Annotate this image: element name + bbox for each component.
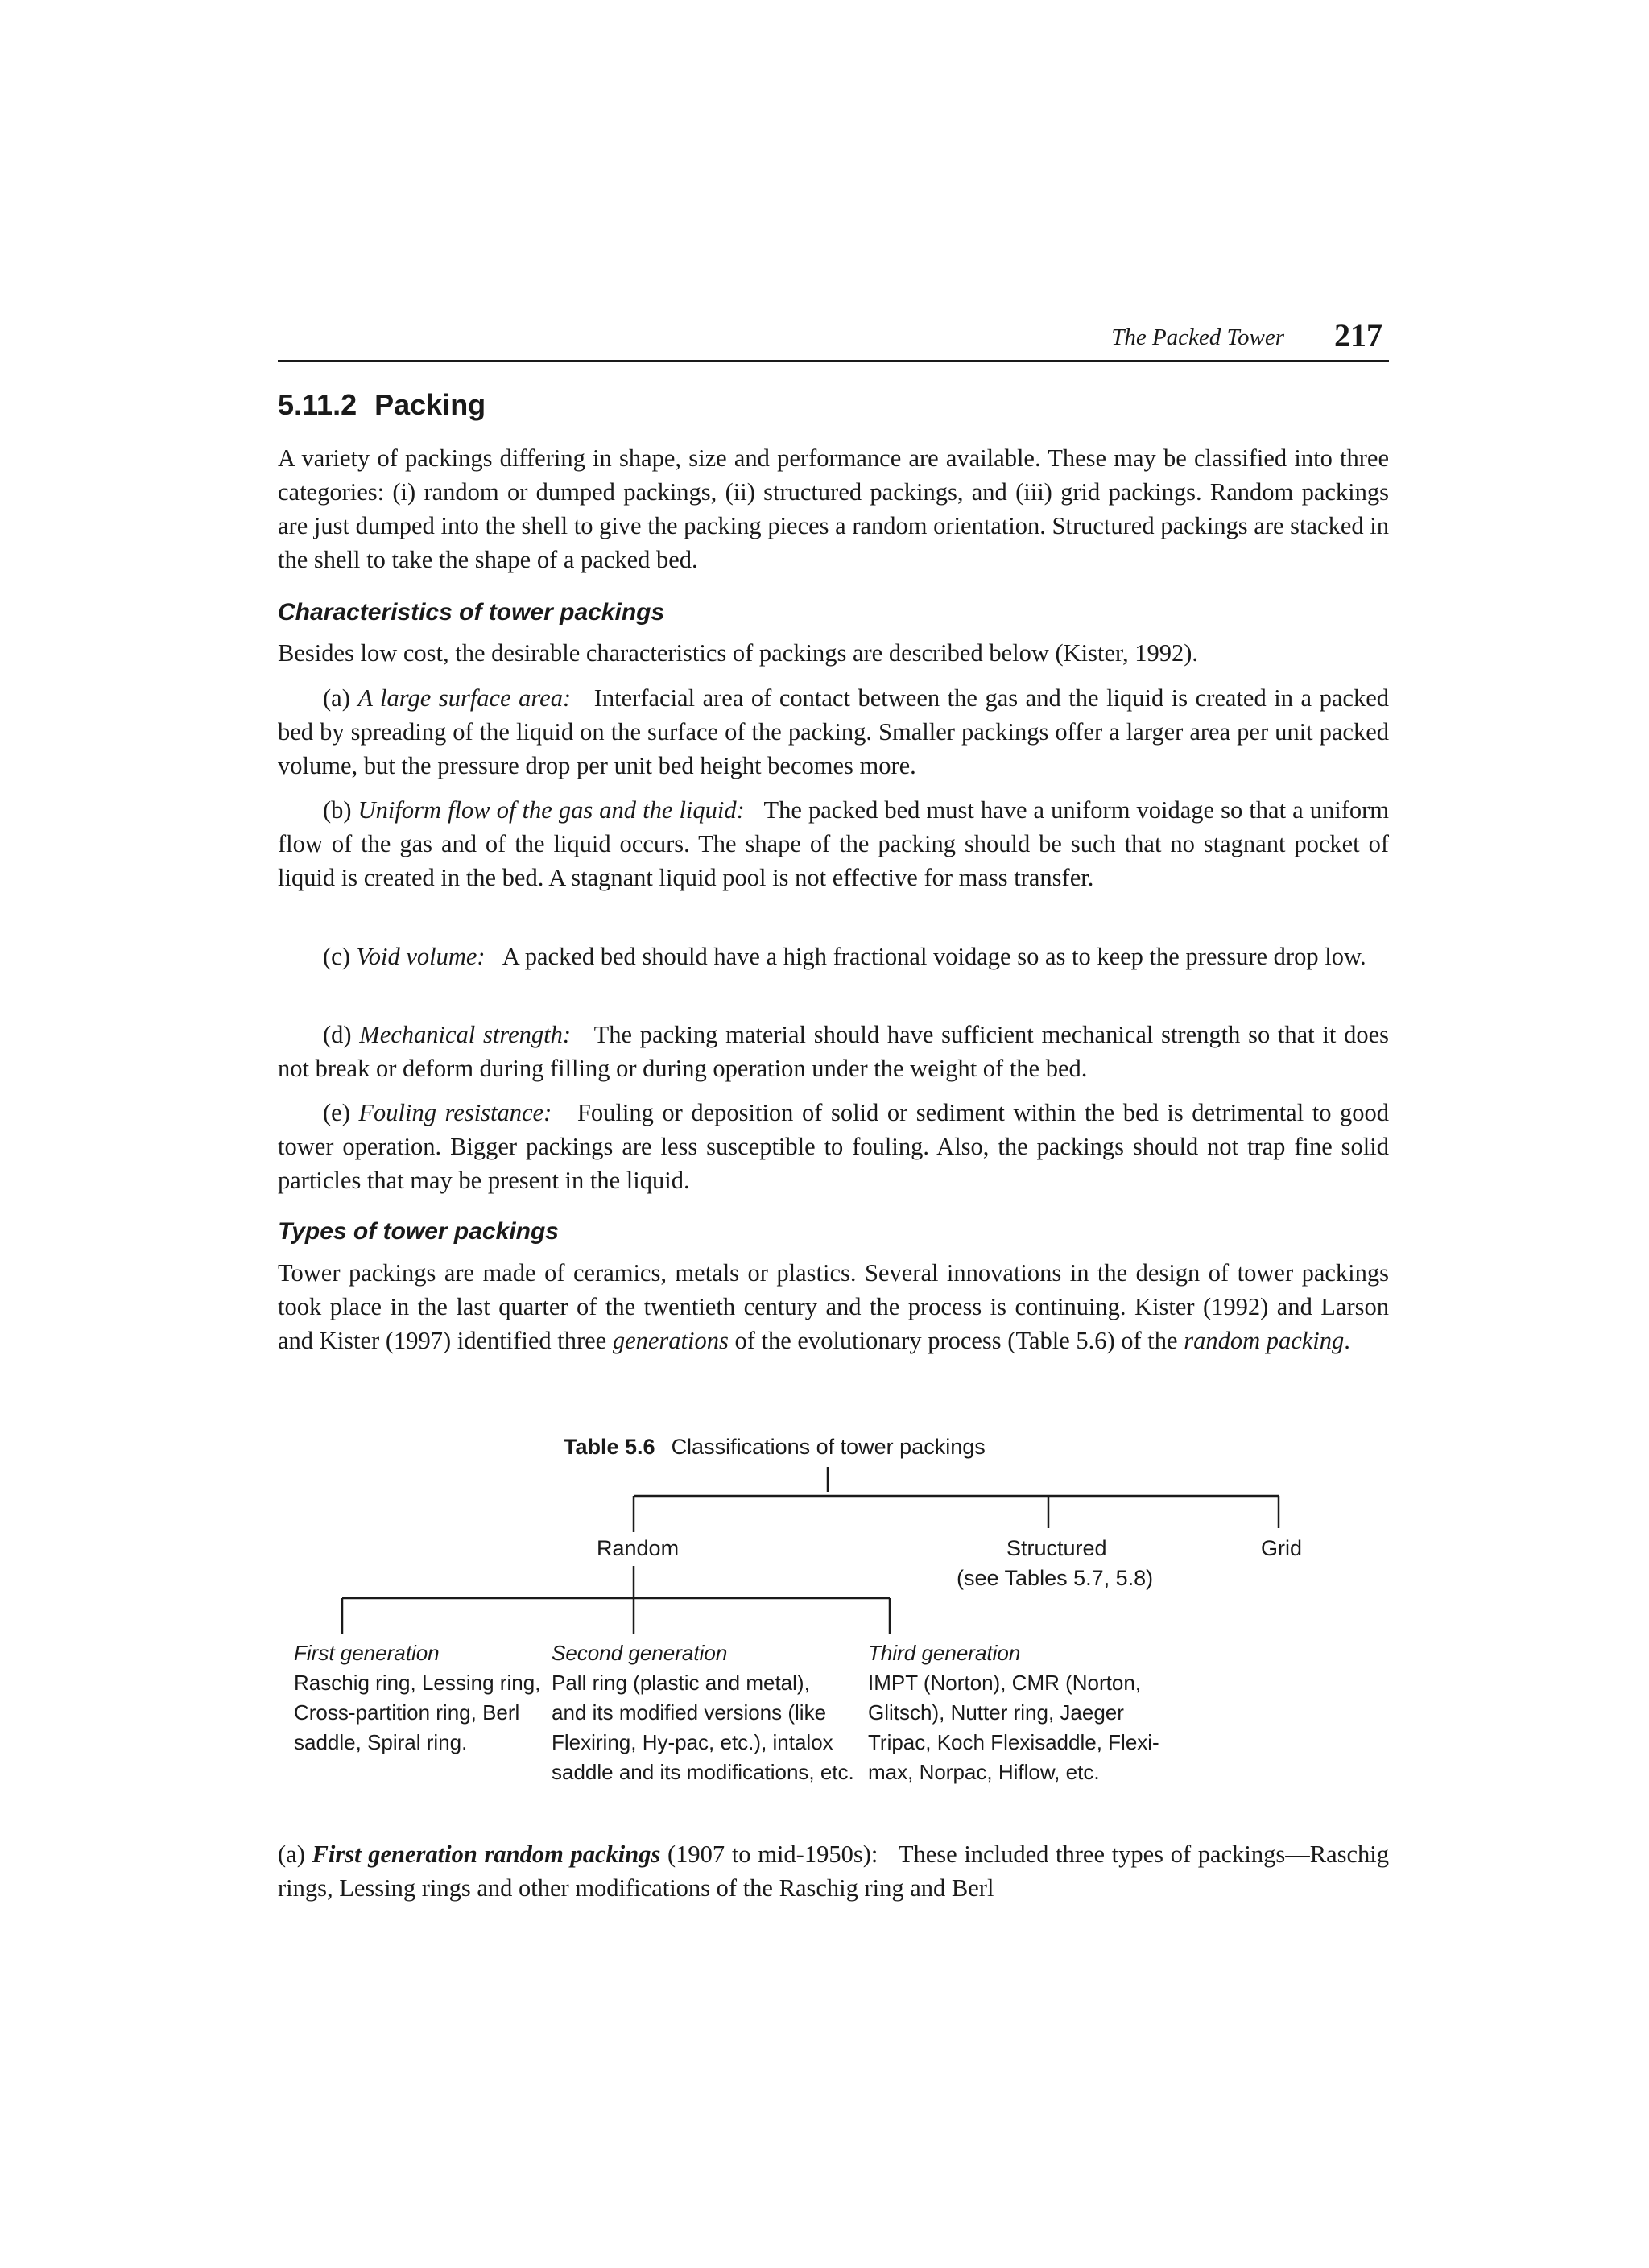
first-generation-block: First generation Raschig ring, Lessing ring, Cross-partition ring, Berl saddle, Spiral ring. xyxy=(294,1638,540,1758)
generation-title: First generation xyxy=(294,1641,440,1665)
item-term: Void volume: xyxy=(356,943,486,970)
intro-paragraph: A variety of packings differing in shape, size and performance are available. These may be classified into three categories: (i) random or dumped packings, (ii) structured packings, and (iii) grid packings. Random packings are just dumped into the shell to give the packing pieces a random orientation. Structured packings are stacked in the shell to take the shape of a packed bed. xyxy=(278,444,1389,573)
grid-node: Grid xyxy=(1261,1536,1303,1560)
item-term: Mechanical strength: xyxy=(359,1021,571,1048)
item-term: A large surface area: xyxy=(357,684,572,712)
item-term: Uniform flow of the gas and the liquid: xyxy=(357,796,745,824)
generations-word: generations xyxy=(612,1327,729,1354)
generation-title: Third generation xyxy=(868,1641,1021,1665)
table-title: Classifications of tower packings xyxy=(671,1435,986,1459)
second-generation-block: Second generation Pall ring (plastic and metal), and its modified versions (like Flexiring, Hy-pac, etc.), intalox saddle and its modifications, etc. xyxy=(552,1638,854,1787)
generation-title: Second generation xyxy=(552,1641,728,1665)
random-node: Random xyxy=(597,1536,680,1560)
characteristic-item-d: (d) Mechanical strength: The packing material should have sufficient mechanical strength so that it does not break or deform during filling or during operation under the weight of the bed. xyxy=(278,1021,1389,1082)
item-term: Fouling resistance: xyxy=(358,1099,552,1126)
running-title: The Packed Tower xyxy=(1111,324,1284,350)
random-packing-word: random packing xyxy=(1184,1327,1345,1354)
page-number: 217 xyxy=(1334,317,1382,353)
characteristics-lead: Besides low cost, the desirable characteristics of packings are described below (Kister, 1992). xyxy=(278,639,1198,667)
section-number: 5.11.2 xyxy=(278,388,357,421)
characteristic-item-b: (b) Uniform flow of the gas and the liquid: The packed bed must have a uniform voidage so that a uniform flow of the gas and of the liquid occurs. The shape of the packing should be such that no stagnant pocket of liquid is created in the bed. A stagnant liquid pool is not effective for mass transfer. xyxy=(278,796,1389,891)
characteristic-item-c: (c) Void volume: A packed bed should have a high fractional voidage so as to keep the pressure drop low. xyxy=(323,943,1366,970)
characteristics-heading: Characteristics of tower packings xyxy=(278,599,665,626)
structured-node: Structured xyxy=(1006,1536,1107,1560)
types-paragraph: Tower packings are made of ceramics, metals or plastics. Several innovations in the design of tower packings took place in the last quarter of the twentieth century and the process is continuing. Kister (1992) and Larson and Kister (1997) identified three generations of the evolutionary process (Table 5.6) of the random packing. xyxy=(278,1259,1389,1354)
first-generation-paragraph: (a) First generation random packings (1907 to mid-1950s): These included three types of packings—Raschig rings, Lessing rings and other modifications of the Raschig ring and Berl xyxy=(278,1840,1389,1902)
section-title: Packing xyxy=(374,388,486,421)
table-number: Table 5.6 xyxy=(564,1435,655,1459)
first-generation-term: First generation random packings xyxy=(312,1840,661,1868)
third-generation-block: Third generation IMPT (Norton), CMR (Norton, Glitsch), Nutter ring, Jaeger Tripac, Koch Flexisaddle, Flexi- max, Norpac, Hiflow, etc. xyxy=(868,1638,1159,1787)
types-heading: Types of tower packings xyxy=(278,1218,559,1245)
structured-note: (see Tables 5.7, 5.8) xyxy=(957,1566,1154,1590)
characteristic-item-a: (a) A large surface area: Interfacial area of contact between the gas and the liquid is created in a packed bed by spreading of the liquid on the surface of the packing. Smaller packings offer a larger area per unit packed volume, but the pressure drop per unit bed height becomes more. xyxy=(278,684,1389,779)
characteristic-item-e: (e) Fouling resistance: Fouling or deposition of solid or sediment within the bed is detrimental to good tower operation. Bigger packings are less susceptible to fouling. Also, the packings should not trap fine solid particles that may be present in the liquid. xyxy=(278,1099,1389,1194)
